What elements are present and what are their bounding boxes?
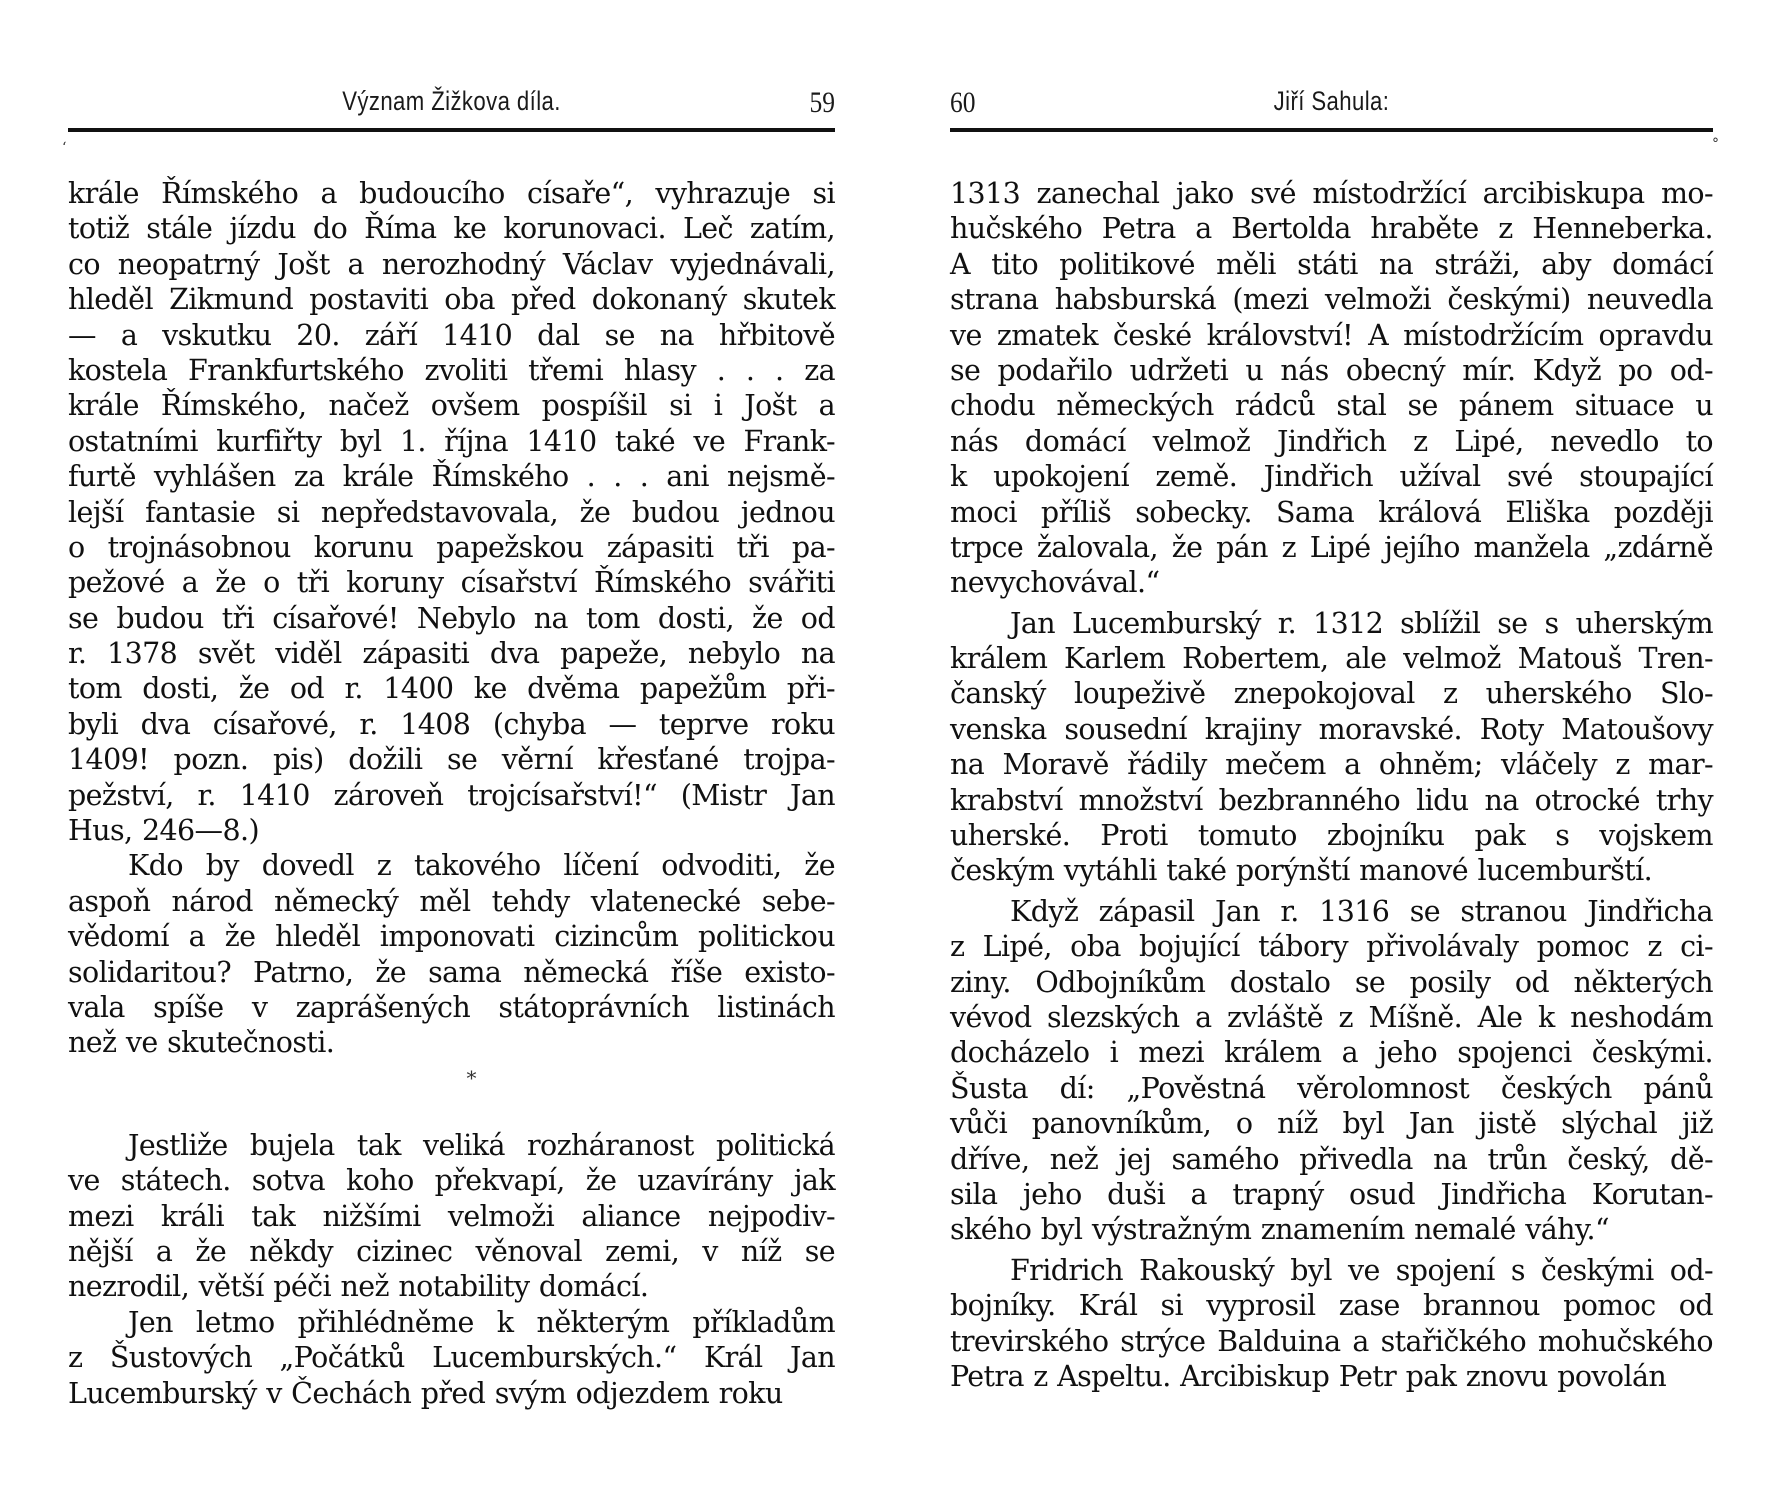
margin-mark: ° (1712, 136, 1719, 152)
text-line: vévod slezských a zvláště z Míšně. Ale k neshodám (950, 1000, 1713, 1034)
text-line: Jan Lucemburský r. 1312 sblížil se s uherským (1010, 606, 1713, 640)
text-line: z Šustových „Počátků Lucemburských.“ Král Jan (68, 1341, 835, 1375)
text-line: furtě vyhlášen za krále Římského . . . ani nejsmě- (68, 460, 835, 494)
text-line: hučského Petra a Bertolda hraběte z Henneberka. (950, 212, 1713, 246)
text-line: Fridrich Rakouský byl ve spojení s českými od- (1010, 1253, 1713, 1287)
text-line: Jestliže bujela tak veliká rozháranost politická (128, 1128, 835, 1162)
text-line: trevirského strýce Balduina a stařičkého mohučského (950, 1324, 1713, 1358)
text-line: pežové a že o tři koruny císařství Římského svářiti (68, 566, 835, 600)
text-line: uherské. Proti tomuto zbojníku pak s vojskem (950, 819, 1713, 853)
text-line: ziny. Odbojníkům dostalo se posily od některých (950, 965, 1713, 999)
text-line: aspoň národ německý měl tehdy vlatenecké sebe- (68, 884, 835, 918)
text-line: Petra z Aspeltu. Arcibiskup Petr pak znovu povolán (950, 1359, 1667, 1393)
header-rule (950, 128, 1713, 132)
text-line: mezi králi tak nižšími velmoži aliance nejpodiv- (68, 1199, 835, 1233)
running-title: Jiří Sahula: (1273, 86, 1390, 116)
text-line: docházelo i mezi králem a jeho spojenci českými. (950, 1036, 1713, 1070)
text-line: ve zmatek české království! A místodržícím opravdu (950, 318, 1713, 352)
text-line: k upokojení země. Jindřich užíval své stoupající (950, 460, 1713, 494)
text-line: nás domácí velmož Jindřich z Lipé, nevedlo to (950, 424, 1713, 458)
text-line: venska sousední krajiny moravské. Roty Matoušovy (950, 712, 1713, 746)
text-line: bojníky. Král si vyprosil zase brannou pomoc od (950, 1289, 1713, 1323)
text-line: vůči panovníkům, o níž byl Jan jistě slýchal již (950, 1107, 1713, 1141)
text-line: krále Římského, načež ovšem pospíšil si i Jošt a (68, 389, 835, 423)
text-line: nevychovával.“ (950, 566, 1160, 600)
text-line: z Lipé, oba bojující tábory přivolávaly pomoc z ci- (950, 930, 1713, 964)
text-line: byli dva císařové, r. 1408 (chyba — teprve roku (68, 707, 835, 741)
text-line: lejší fantasie si nepředstavovala, že budou jednou (68, 495, 835, 529)
text-line: dříve, než jej samého přivedla na trůn český, dě- (950, 1142, 1713, 1176)
text-line: krabství množství bezbranného lidu na otrocké trhy (950, 783, 1713, 817)
text-line: ve státech. sotva koho překvapí, že uzavírány jak (68, 1164, 835, 1198)
page-body (950, 176, 1713, 1394)
paragraph (68, 1128, 835, 1305)
text-line: než ve skutečnosti. (68, 1026, 335, 1060)
text-line: totiž stále jízdu do Říma ke korunovaci. Leč zatím, (68, 212, 835, 246)
text-line: solidaritou? Patrno, že sama německá říše existo- (68, 955, 835, 989)
text-line: — a vskutku 20. září 1410 dal se na hřbitově (68, 318, 835, 352)
text-line: vědomí a že hleděl imponovati cizincům politickou (68, 920, 835, 954)
text-line: 1313 zanechal jako své místodržící arcibiskupa mo- (950, 177, 1713, 210)
text-line: tom dosti, že od r. 1400 ke dvěma papežům při- (68, 672, 835, 706)
text-line: čanský loupeživě znepokojoval z uherského Slo- (950, 677, 1713, 711)
header-rule (68, 128, 835, 132)
text-line: českým vytáhli také porýnští manové lucemburští. (950, 854, 1653, 888)
page-body (68, 176, 835, 1411)
text-line: chodu německých rádců stal se pánem situace u (950, 389, 1713, 423)
text-line: na Moravě řádily mečem a ohněm; vláčely z mar- (950, 748, 1713, 782)
text-line: sila jeho duši a trapný osud Jindřicha Korutan- (950, 1177, 1713, 1211)
text-line: co neopatrný Jošt a nerozhodný Václav vyjednávali, (68, 247, 835, 281)
text-line: nezrodil, větší péči než notability domácí. (68, 1270, 649, 1304)
paragraph (950, 894, 1713, 1248)
page-number: 60 (950, 86, 976, 119)
text-line: ostatními kurfiřty byl 1. října 1410 také ve Frank- (68, 424, 835, 458)
text-line: o trojnásobnou korunu papežskou zápasiti tři pa- (68, 530, 835, 564)
text-line: se podařilo udržeti u nás obecný mír. Když po od- (950, 353, 1713, 387)
section-gap (68, 1096, 835, 1128)
running-title: Význam Žižkova díla. (342, 86, 561, 116)
text-line: pežství, r. 1410 zároveň trojcísařství!“ (Mistr Jan (68, 778, 835, 812)
text-line: Když zápasil Jan r. 1316 se stranou Jindřicha (1010, 894, 1713, 928)
text-line: 1409! pozn. pis) dožili se věrní křesťané trojpa- (68, 743, 835, 777)
text-line: r. 1378 svět viděl zápasiti dva papeže, nebylo na (68, 637, 835, 671)
text-line: ského byl výstražným znamením nemalé váhy.“ (950, 1213, 1609, 1247)
paragraph (68, 176, 835, 848)
text-line: králem Karlem Robertem, ale velmož Matouš Tren- (950, 642, 1713, 676)
paragraph (68, 848, 835, 1060)
text-line: Hus, 246—8.) (68, 814, 259, 848)
paragraph (950, 606, 1713, 889)
running-head (950, 86, 1713, 122)
text-line: trpce žalovala, že pán z Lipé jejího manžela „zdárně (950, 530, 1713, 564)
text-line: moci příliš sobecky. Sama králová Eliška později (950, 495, 1713, 529)
text-line: Šusta dí: „Pověstná věrolomnost českých pánů (950, 1071, 1713, 1105)
text-line: kostela Frankfurtského zvoliti třemi hlasy . . . za (68, 353, 835, 387)
text-line: Kdo by dovedl z takového líčení odvoditi, že (128, 849, 835, 883)
text-line: hleděl Zikmund postaviti oba před dokonaný skutek (68, 283, 835, 317)
text-line: Jen letmo přihlédněme k některým příkladům (128, 1305, 835, 1339)
running-head (68, 86, 835, 122)
text-line: se budou tři císařové! Nebylo na tom dosti, že od (68, 601, 835, 635)
text-line: nější a že někdy cizinec věnoval zemi, v níž se (68, 1234, 835, 1268)
text-line: strana habsburská (mezi velmoži českými) neuvedla (950, 283, 1713, 317)
paragraph (950, 1253, 1713, 1395)
section-ornament: * (466, 1065, 477, 1090)
text-line: Lucemburský v Čechách před svým odjezdem roku (68, 1376, 783, 1410)
paragraph (950, 176, 1713, 601)
margin-mark: ‘ (62, 140, 67, 156)
paragraph (68, 1305, 835, 1411)
text-line: krále Římského a budoucího císaře“, vyhrazuje si (68, 177, 835, 210)
text-line: vala spíše v zaprášených státoprávních listinách (68, 990, 835, 1024)
text-line: A tito politikové měli státi na stráži, aby domácí (950, 247, 1713, 281)
page-number: 59 (809, 86, 835, 119)
